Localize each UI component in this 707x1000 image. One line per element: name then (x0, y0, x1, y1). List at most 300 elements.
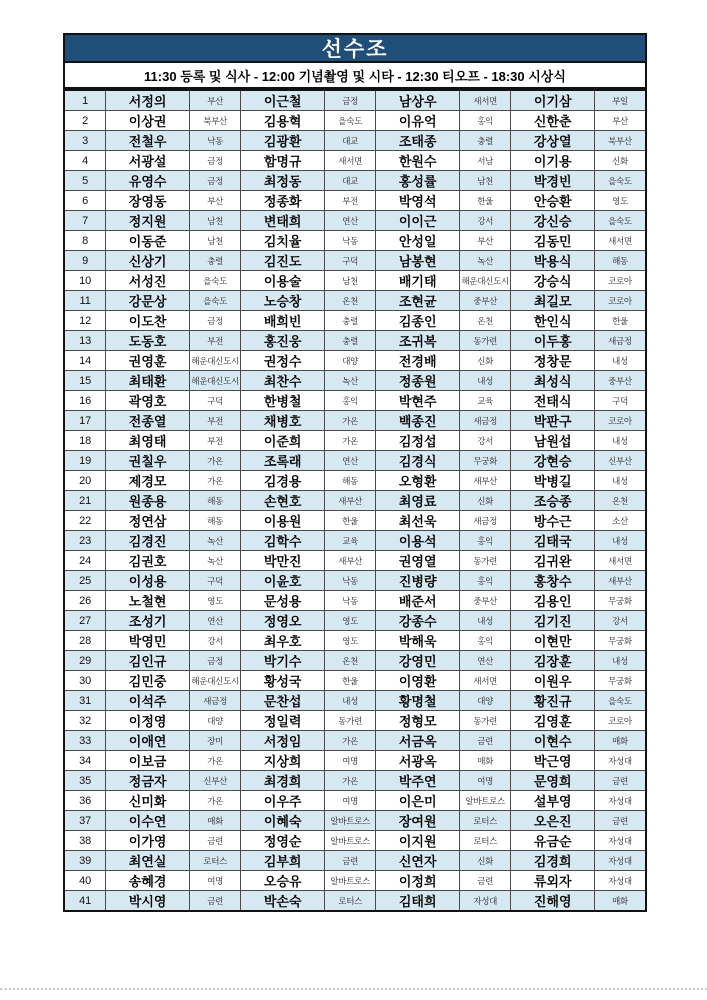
table-row (64, 251, 646, 271)
player-name: 전태식 (511, 391, 595, 411)
club-name: 온천 (324, 651, 376, 671)
club-name: 새서면 (459, 671, 511, 691)
player-name: 최태환 (106, 371, 190, 391)
row-number: 27 (64, 611, 106, 631)
row-number: 28 (64, 631, 106, 651)
player-name: 이상권 (106, 111, 190, 131)
row-number: 7 (64, 211, 106, 231)
player-name: 김기진 (511, 611, 595, 631)
club-name: 영도 (189, 591, 241, 611)
club-name: 녹산 (189, 551, 241, 571)
player-name: 정창문 (511, 351, 595, 371)
club-name: 코로아 (594, 411, 646, 431)
row-number: 13 (64, 331, 106, 351)
row-number: 17 (64, 411, 106, 431)
player-name: 문영희 (511, 771, 595, 791)
club-name: 코로아 (594, 711, 646, 731)
club-name: 부전 (189, 331, 241, 351)
club-name: 금정 (189, 311, 241, 331)
table-row (64, 771, 646, 791)
club-name: 내성 (594, 471, 646, 491)
player-name: 이용원 (241, 511, 325, 531)
player-name: 한원수 (376, 151, 460, 171)
club-name: 내성 (594, 651, 646, 671)
player-name: 이유억 (376, 111, 460, 131)
player-name: 홍창수 (511, 571, 595, 591)
club-name: 금련 (594, 811, 646, 831)
club-name: 가온 (324, 771, 376, 791)
club-name: 한울 (324, 671, 376, 691)
player-name: 김진도 (241, 251, 325, 271)
player-name: 정일력 (241, 711, 325, 731)
player-name: 권영훈 (106, 351, 190, 371)
player-name: 이현수 (511, 731, 595, 751)
club-name: 동가련 (459, 331, 511, 351)
player-name: 박시영 (106, 891, 190, 912)
player-name: 이보금 (106, 751, 190, 771)
club-name: 알바트로스 (324, 811, 376, 831)
table-row (64, 211, 646, 231)
club-name: 녹산 (459, 251, 511, 271)
row-number: 29 (64, 651, 106, 671)
player-name: 채병호 (241, 411, 325, 431)
player-name: 정지원 (106, 211, 190, 231)
club-name: 남천 (324, 271, 376, 291)
player-name: 전종열 (106, 411, 190, 431)
club-name: 새부산 (459, 471, 511, 491)
club-name: 을숙도 (594, 171, 646, 191)
player-name: 배희빈 (241, 311, 325, 331)
row-number: 10 (64, 271, 106, 291)
club-name: 구덕 (189, 571, 241, 591)
player-name: 정형모 (376, 711, 460, 731)
club-name: 신화 (459, 491, 511, 511)
club-name: 홍익 (459, 531, 511, 551)
player-name: 유영수 (106, 171, 190, 191)
row-number: 39 (64, 851, 106, 871)
club-name: 해동 (189, 511, 241, 531)
club-name: 대양 (459, 691, 511, 711)
club-name: 중부산 (594, 371, 646, 391)
club-name: 가온 (189, 751, 241, 771)
row-number: 5 (64, 171, 106, 191)
player-name: 방수근 (511, 511, 595, 531)
player-name: 이도찬 (106, 311, 190, 331)
player-name: 송혜경 (106, 871, 190, 891)
player-name: 정영순 (241, 831, 325, 851)
player-name: 박근영 (511, 751, 595, 771)
player-name: 김민중 (106, 671, 190, 691)
club-name: 매화 (189, 811, 241, 831)
club-name: 북부산 (189, 111, 241, 131)
table-row (64, 431, 646, 451)
club-name: 새서면 (594, 231, 646, 251)
player-name: 박병길 (511, 471, 595, 491)
player-name: 황성국 (241, 671, 325, 691)
player-name: 오형환 (376, 471, 460, 491)
row-number: 2 (64, 111, 106, 131)
player-name: 서성진 (106, 271, 190, 291)
club-name: 알바트로스 (324, 871, 376, 891)
club-name: 구덕 (594, 391, 646, 411)
row-number: 4 (64, 151, 106, 171)
club-name: 을숙도 (594, 211, 646, 231)
row-number: 11 (64, 291, 106, 311)
player-name: 안승환 (511, 191, 595, 211)
table-row (64, 90, 646, 111)
club-name: 금련 (459, 871, 511, 891)
club-name: 금정 (189, 651, 241, 671)
club-name: 동가련 (324, 711, 376, 731)
table-row (64, 191, 646, 211)
row-number: 20 (64, 471, 106, 491)
player-name: 강영민 (376, 651, 460, 671)
table-row (64, 691, 646, 711)
player-name: 최영료 (376, 491, 460, 511)
player-name: 조승종 (511, 491, 595, 511)
club-name: 새서면 (594, 551, 646, 571)
player-name: 이동준 (106, 231, 190, 251)
player-name: 이가영 (106, 831, 190, 851)
player-name: 강승식 (511, 271, 595, 291)
club-name: 자성대 (459, 891, 511, 912)
club-name: 온천 (324, 291, 376, 311)
player-name: 남봉현 (376, 251, 460, 271)
club-name: 을숙도 (189, 291, 241, 311)
table-row (64, 511, 646, 531)
player-name: 김용인 (511, 591, 595, 611)
player-name: 조록래 (241, 451, 325, 471)
player-name: 박손숙 (241, 891, 325, 912)
club-name: 영도 (324, 611, 376, 631)
club-name: 낙동 (324, 591, 376, 611)
club-name: 장미 (189, 731, 241, 751)
club-name: 금정 (189, 171, 241, 191)
player-name: 서정임 (241, 731, 325, 751)
player-name: 박영민 (106, 631, 190, 651)
club-name: 새금정 (594, 331, 646, 351)
row-number: 33 (64, 731, 106, 751)
player-name: 이준희 (241, 431, 325, 451)
row-number: 15 (64, 371, 106, 391)
player-name: 서금옥 (376, 731, 460, 751)
player-name: 강문상 (106, 291, 190, 311)
club-name: 연산 (324, 451, 376, 471)
row-number: 32 (64, 711, 106, 731)
row-number: 36 (64, 791, 106, 811)
table-row (64, 851, 646, 871)
club-name: 해운대신도시 (189, 671, 241, 691)
club-name: 부산 (189, 90, 241, 111)
club-name: 자성대 (594, 791, 646, 811)
club-name: 을숙도 (594, 691, 646, 711)
player-name: 문성용 (241, 591, 325, 611)
player-name: 류외자 (511, 871, 595, 891)
club-name: 신부산 (594, 451, 646, 471)
club-name: 내성 (324, 691, 376, 711)
player-name: 정연삼 (106, 511, 190, 531)
club-name: 낙동 (189, 131, 241, 151)
row-number: 25 (64, 571, 106, 591)
club-name: 신화 (594, 151, 646, 171)
player-name: 한인식 (511, 311, 595, 331)
club-name: 해운대신도시 (189, 351, 241, 371)
row-number: 30 (64, 671, 106, 691)
table-row (64, 391, 646, 411)
player-name: 장여원 (376, 811, 460, 831)
club-name: 대교 (324, 171, 376, 191)
player-name: 이윤호 (241, 571, 325, 591)
row-number: 38 (64, 831, 106, 851)
player-name: 김태국 (511, 531, 595, 551)
player-name: 진해영 (511, 891, 595, 912)
table-row (64, 351, 646, 371)
player-name: 권정수 (241, 351, 325, 371)
player-name: 김권호 (106, 551, 190, 571)
club-name: 부전 (324, 191, 376, 211)
club-name: 남천 (189, 211, 241, 231)
club-name: 부산 (189, 191, 241, 211)
club-name: 해동 (594, 251, 646, 271)
club-name: 내성 (594, 351, 646, 371)
club-name: 로터스 (189, 851, 241, 871)
player-name: 이영환 (376, 671, 460, 691)
player-name: 김동민 (511, 231, 595, 251)
player-name: 강상열 (511, 131, 595, 151)
player-name: 이원우 (511, 671, 595, 691)
player-name: 서광설 (106, 151, 190, 171)
player-name: 원종용 (106, 491, 190, 511)
player-name: 이성용 (106, 571, 190, 591)
player-name: 이석주 (106, 691, 190, 711)
player-name: 박경빈 (511, 171, 595, 191)
club-name: 연산 (459, 651, 511, 671)
player-name: 최선욱 (376, 511, 460, 531)
club-name: 금정 (189, 151, 241, 171)
club-name: 새부산 (324, 551, 376, 571)
player-name: 노승창 (241, 291, 325, 311)
club-name: 동가련 (459, 711, 511, 731)
player-name: 이정영 (106, 711, 190, 731)
club-name: 금련 (189, 831, 241, 851)
club-name: 홍익 (459, 111, 511, 131)
club-name: 매화 (594, 731, 646, 751)
player-name: 서정의 (106, 90, 190, 111)
club-name: 코로아 (594, 271, 646, 291)
table-row (64, 671, 646, 691)
player-name: 최길모 (511, 291, 595, 311)
player-name: 백종진 (376, 411, 460, 431)
roster-sheet (63, 33, 647, 912)
player-name: 배기태 (376, 271, 460, 291)
player-name: 설부영 (511, 791, 595, 811)
row-number: 12 (64, 311, 106, 331)
player-name: 도동호 (106, 331, 190, 351)
player-name: 조성기 (106, 611, 190, 631)
player-name: 남상우 (376, 90, 460, 111)
table-row (64, 171, 646, 191)
club-name: 강서 (459, 431, 511, 451)
club-name: 금련 (189, 891, 241, 912)
club-name: 알바트로스 (324, 831, 376, 851)
row-number: 31 (64, 691, 106, 711)
club-name: 연산 (324, 211, 376, 231)
player-name: 오은진 (511, 811, 595, 831)
club-name: 교육 (459, 391, 511, 411)
player-name: 이우주 (241, 791, 325, 811)
club-name: 교육 (324, 531, 376, 551)
club-name: 해동 (189, 491, 241, 511)
row-number: 1 (64, 90, 106, 111)
player-name: 황명철 (376, 691, 460, 711)
club-name: 새서면 (459, 90, 511, 111)
club-name: 무궁화 (594, 631, 646, 651)
club-name: 남천 (189, 231, 241, 251)
club-name: 여명 (189, 871, 241, 891)
player-name: 김경희 (511, 851, 595, 871)
table-row (64, 731, 646, 751)
player-name: 김종인 (376, 311, 460, 331)
player-name: 최우호 (241, 631, 325, 651)
player-name: 곽영호 (106, 391, 190, 411)
club-name: 가온 (189, 791, 241, 811)
club-name: 강서 (594, 611, 646, 631)
club-name: 무궁화 (459, 451, 511, 471)
player-name: 안성일 (376, 231, 460, 251)
club-name: 금련 (594, 771, 646, 791)
club-name: 북부산 (594, 131, 646, 151)
player-name: 박주연 (376, 771, 460, 791)
club-name: 신부산 (189, 771, 241, 791)
club-name: 로터스 (324, 891, 376, 912)
club-name: 내성 (459, 611, 511, 631)
roster-table (63, 89, 647, 912)
club-name: 로터스 (459, 811, 511, 831)
table-row (64, 331, 646, 351)
player-name: 김경용 (241, 471, 325, 491)
club-name: 새금정 (459, 511, 511, 531)
club-name: 해동 (324, 471, 376, 491)
page-break-line (0, 988, 707, 990)
player-name: 박판구 (511, 411, 595, 431)
player-name: 강신승 (511, 211, 595, 231)
player-name: 최연실 (106, 851, 190, 871)
player-name: 이혜숙 (241, 811, 325, 831)
club-name: 중부산 (459, 291, 511, 311)
row-number: 16 (64, 391, 106, 411)
player-name: 김광환 (241, 131, 325, 151)
club-name: 새금정 (189, 691, 241, 711)
row-number: 40 (64, 871, 106, 891)
player-name: 박해욱 (376, 631, 460, 651)
club-name: 자성대 (594, 871, 646, 891)
table-row (64, 291, 646, 311)
player-name: 이기용 (511, 151, 595, 171)
club-name: 을숙도 (189, 271, 241, 291)
club-name: 충렬 (324, 331, 376, 351)
club-name: 부산 (459, 231, 511, 251)
row-number: 6 (64, 191, 106, 211)
club-name: 서남 (459, 151, 511, 171)
club-name: 무궁화 (594, 591, 646, 611)
table-row (64, 131, 646, 151)
club-name: 충렬 (324, 311, 376, 331)
club-name: 강서 (189, 631, 241, 651)
player-name: 김경진 (106, 531, 190, 551)
player-name: 최정동 (241, 171, 325, 191)
table-row (64, 871, 646, 891)
club-name: 내성 (459, 371, 511, 391)
row-number: 23 (64, 531, 106, 551)
player-name: 이용술 (241, 271, 325, 291)
club-name: 알바트로스 (459, 791, 511, 811)
club-name: 낙동 (324, 231, 376, 251)
club-name: 홍익 (324, 391, 376, 411)
club-name: 남천 (459, 171, 511, 191)
club-name: 영도 (594, 191, 646, 211)
table-row (64, 231, 646, 251)
row-number: 9 (64, 251, 106, 271)
player-name: 이이근 (376, 211, 460, 231)
player-name: 전철우 (106, 131, 190, 151)
club-name: 자성대 (594, 751, 646, 771)
table-row (64, 411, 646, 431)
table-row (64, 491, 646, 511)
schedule-subtitle: 11:30 등록 및 식사 - 12:00 기념촬영 및 시타 - 12:30 티오프 - 18:30 시상식 (63, 63, 647, 89)
row-number: 35 (64, 771, 106, 791)
club-name: 동가련 (459, 551, 511, 571)
player-name: 함명규 (241, 151, 325, 171)
player-name: 김태희 (376, 891, 460, 912)
table-row (64, 811, 646, 831)
player-name: 박영석 (376, 191, 460, 211)
player-name: 조태종 (376, 131, 460, 151)
table-row (64, 631, 646, 651)
club-name: 내성 (594, 531, 646, 551)
player-name: 전경배 (376, 351, 460, 371)
player-name: 이두홍 (511, 331, 595, 351)
club-name: 부산 (594, 111, 646, 131)
table-row (64, 151, 646, 171)
player-name: 최성식 (511, 371, 595, 391)
player-name: 강종수 (376, 611, 460, 631)
player-name: 이현만 (511, 631, 595, 651)
club-name: 로터스 (459, 831, 511, 851)
club-name: 새부산 (324, 491, 376, 511)
club-name: 강서 (459, 211, 511, 231)
table-row (64, 751, 646, 771)
player-name: 정영오 (241, 611, 325, 631)
player-name: 박현주 (376, 391, 460, 411)
club-name: 가온 (189, 451, 241, 471)
club-name: 새부산 (594, 571, 646, 591)
club-name: 영도 (324, 631, 376, 651)
club-name: 새서면 (324, 151, 376, 171)
club-name: 연산 (189, 611, 241, 631)
player-name: 조귀복 (376, 331, 460, 351)
player-name: 제경모 (106, 471, 190, 491)
row-number: 3 (64, 131, 106, 151)
club-name: 여명 (324, 791, 376, 811)
player-name: 이기삼 (511, 90, 595, 111)
table-row (64, 711, 646, 731)
player-name: 강현승 (511, 451, 595, 471)
player-name: 최영태 (106, 431, 190, 451)
club-name: 소산 (594, 511, 646, 531)
table-row (64, 451, 646, 471)
club-name: 가온 (189, 471, 241, 491)
club-name: 금련 (459, 731, 511, 751)
